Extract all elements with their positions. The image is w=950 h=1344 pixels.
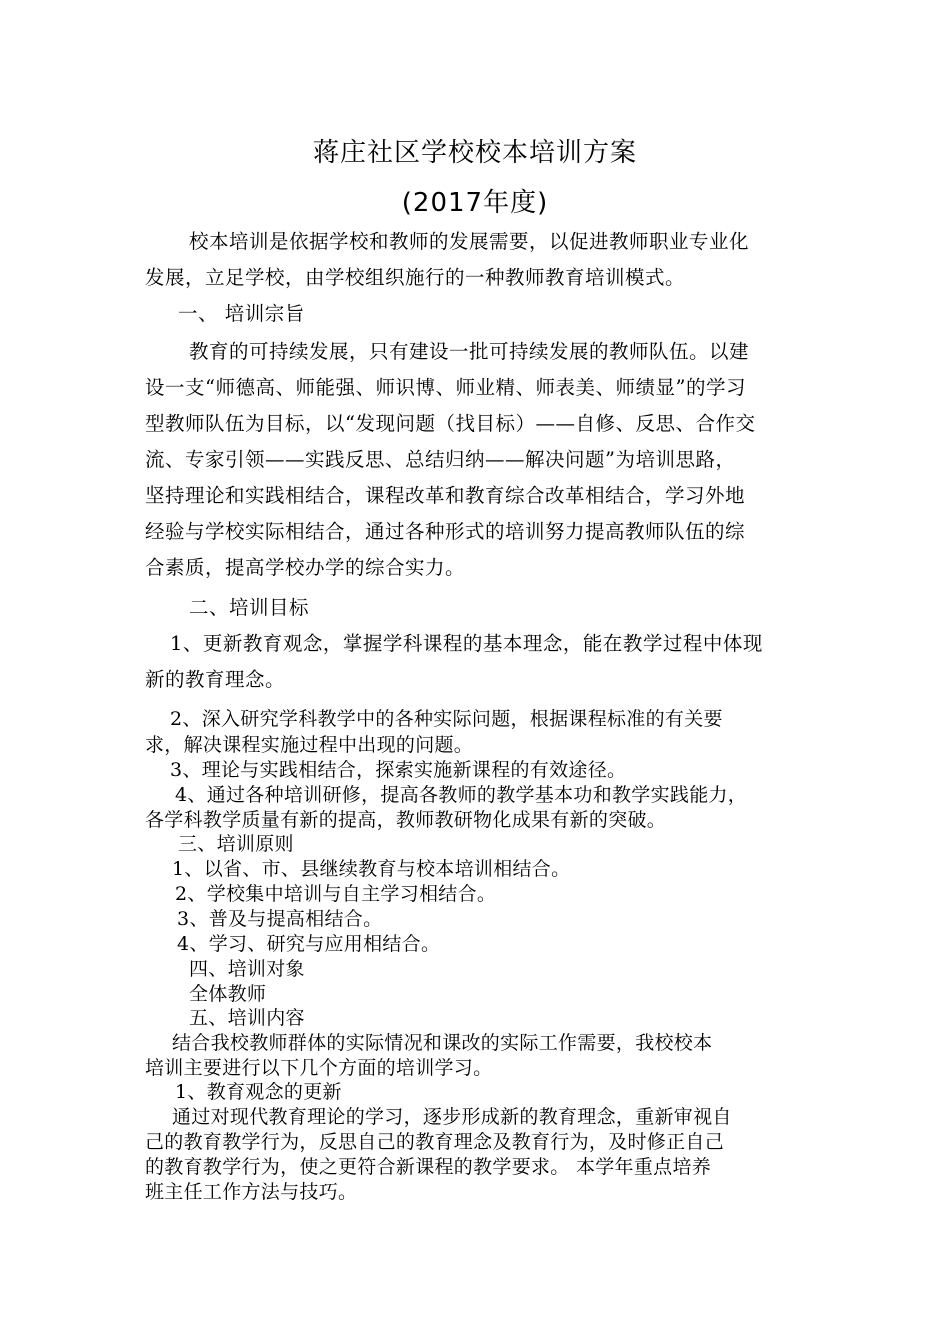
section5-line-2: 培训主要进行以下几个方面的培训学习。 [145,1057,493,1079]
section3-line-1: 1、以省、市、县继续教育与校本培训相结合。 [172,858,571,880]
section3-line-2: 2、学校集中培训与自主学习相结合。 [175,883,497,905]
section5-line-4: 通过对现代教育理论的学习，逐步形成新的教育理念，重新审视自 [172,1106,732,1128]
section5-line-5: 己的教育教学行为，反思自己的教育理念及教育行为，及时修正自己 [145,1131,725,1153]
document-title: 蒋庄社区学校校本培训方案 [312,138,637,168]
section-heading-5: 五、培训内容 [189,1007,305,1029]
section1-line-1: 教育的可持续发展，只有建设一批可持续发展的教师队伍。以建 [189,340,750,363]
section1-line-5: 坚持理论和实践相结合，课程改革和教育综合改革相结合，学习外地 [145,484,746,507]
section5-line-3: 1、教育观念的更新 [175,1081,342,1103]
section-heading-4: 四、培训对象 [189,958,305,980]
section2-line-7: 各学科教学质量有新的提高，教师教研物化成果有新的突破。 [145,809,667,831]
section-heading-1: 一、 培训宗旨 [178,302,305,325]
section5-line-7: 班主任工作方法与技巧。 [145,1181,358,1203]
section2-line-1: 1、更新教育观念，掌握学科课程的基本理念，能在教学过程中体现 [170,632,763,655]
section1-line-3: 型教师队伍为目标，以“发现问题（找目标）——自修、反思、合作交 [145,412,756,435]
section1-line-2: 设一支“师德高、师能强、师识博、师业精、师表美、师绩显”的学习 [145,376,746,399]
section-heading-2: 二、培训目标 [189,596,310,619]
section1-line-7: 合素质，提高学校办学的综合实力。 [145,556,466,579]
intro-line-1: 校本培训是依据学校和教师的发展需要，以促进教师职业专业化 [189,230,750,253]
section1-line-6: 经验与学校实际相结合，通过各种形式的培训努力提高教师队伍的综 [145,520,746,543]
section1-line-4: 流、专家引领——实践反思、总结归纳——解决问题”为培训思路， [145,448,736,471]
section2-line-6: 4、通过各种培训研修，提高各教师的教学基本功和教学实践能力， [175,784,748,806]
intro-line-2: 发展，立足学校，由学校组织施行的一种教师教育培训模式。 [145,266,686,289]
section2-line-4: 求，解决课程实施过程中出现的问题。 [145,734,474,756]
section-heading-3: 三、培训原则 [178,833,294,855]
section5-line-1: 结合我校教师群体的实际情况和课改的实际工作需要，我校校本 [172,1032,713,1054]
document-subtitle: (2017年度) [401,188,549,218]
section4-line-1: 全体教师 [189,983,267,1005]
section2-line-3: 2、深入研究学科教学中的各种实际问题，根据课程标准的有关要 [170,708,723,730]
section5-line-6: 的教育教学行为，使之更符合新课程的教学要求。 本学年重点培养 [145,1156,712,1178]
section3-line-3: 3、普及与提高相结合。 [177,908,383,930]
section2-line-5: 3、理论与实践相结合，探索实施新课程的有效途径。 [170,759,627,781]
section2-line-2: 新的教育理念。 [145,668,286,691]
section3-line-4: 4、学习、研究与应用相结合。 [177,933,441,955]
